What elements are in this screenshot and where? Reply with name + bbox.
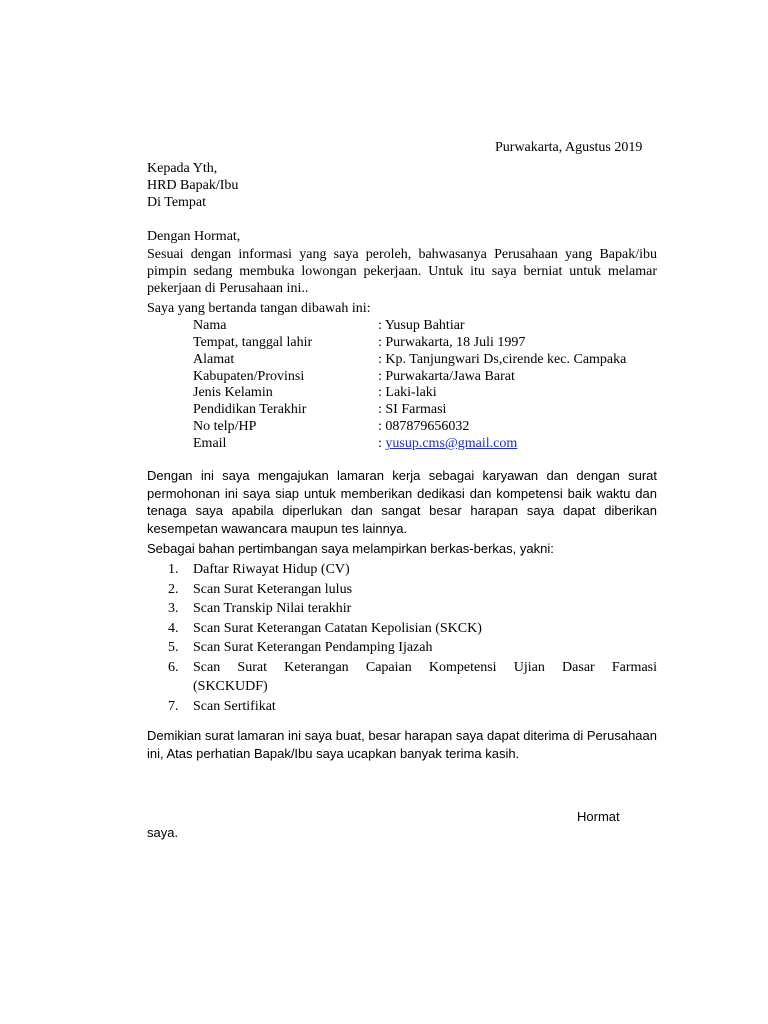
- list-number: 1.: [168, 562, 179, 577]
- field-label: Nama: [193, 318, 227, 333]
- signoff-hormat: Hormat: [577, 809, 620, 824]
- field-label: Pendidikan Terakhir: [193, 402, 307, 417]
- list-number: 5.: [168, 640, 179, 655]
- field-value: : Purwakarta, 18 Juli 1997: [378, 335, 526, 350]
- list-number: 3.: [168, 601, 179, 616]
- list-number: 2.: [168, 582, 179, 597]
- list-text: Scan Sertifikat: [193, 699, 276, 714]
- list-number: 7.: [168, 699, 179, 714]
- recipient-line-2: HRD Bapak/Ibu: [147, 178, 239, 193]
- list-number: 6.: [168, 660, 179, 675]
- field-value: : Laki-laki: [378, 385, 437, 400]
- letter-date: Purwakarta, Agustus 2019: [495, 140, 643, 155]
- field-value: : 087879656032: [378, 419, 470, 434]
- undersigned-line: Saya yang bertanda tangan dibawah ini:: [147, 301, 371, 316]
- list-text: Scan Surat Keterangan Catatan Kepolisian (SKCK): [193, 621, 482, 636]
- list-text: (SKCKUDF): [193, 679, 268, 694]
- field-label: No telp/HP: [193, 419, 257, 434]
- greeting: Dengan Hormat,: [147, 229, 241, 244]
- recipient-line-3: Di Tempat: [147, 195, 207, 210]
- list-text: Daftar Riwayat Hidup (CV): [193, 562, 350, 577]
- field-value: : Yusup Bahtiar: [378, 318, 465, 333]
- field-value: [378, 435, 517, 452]
- field-label: Tempat, tanggal lahir: [193, 335, 313, 350]
- email-prefix: :: [378, 436, 386, 451]
- signoff-saya: saya.: [147, 825, 179, 840]
- list-text: Scan Surat Keterangan Pendamping Ijazah: [193, 640, 433, 655]
- list-number: 4.: [168, 621, 179, 636]
- closing-paragraph: Demikian surat lamaran ini saya buat, besar harapan saya dapat diterima di Perusahaan ini, Atas perhatian Bapak/Ibu saya ucapkan banyak terima kasih.: [147, 728, 657, 761]
- field-value: : Purwakarta/Jawa Barat: [378, 369, 515, 384]
- field-value: : Kp. Tanjungwari Ds,cirende kec. Campaka: [378, 352, 627, 367]
- field-label: Alamat: [193, 352, 235, 367]
- list-text: Scan Surat Keterangan Capaian Kompetensi Ujian Dasar Farmasi: [193, 660, 657, 675]
- field-label: Email: [193, 436, 227, 451]
- field-label: Jenis Kelamin: [193, 385, 273, 400]
- recipient-line-1: Kepada Yth,: [147, 161, 218, 176]
- field-label: Kabupaten/Provinsi: [193, 369, 305, 384]
- email-link[interactable]: yusup.cms@gmail.com: [385, 436, 518, 451]
- intro-paragraph: Sesuai dengan informasi yang saya peroleh, bahwasanya Perusahaan yang Bapak/ibu pimpin sedang membuka lowongan pekerjaan. Untuk itu saya berniat untuk melamar pekerjaan di Perusahaan ini..: [147, 247, 657, 296]
- list-text: Scan Surat Keterangan lulus: [193, 582, 353, 597]
- attachments-intro: Sebagai bahan pertimbangan saya melampirkan berkas-berkas, yakni:: [147, 541, 554, 556]
- list-text: Scan Transkip Nilai terakhir: [193, 601, 352, 616]
- field-value: : SI Farmasi: [378, 402, 447, 417]
- body-paragraph: Dengan ini saya mengajukan lamaran kerja sebagai karyawan dan dengan surat permohonan ini saya siap untuk memberikan dedikasi dan kompetensi baik waktu dan tenaga saya apabila diperlukan dan sangat besar harapan saya dapat diberikan kesempetan wawancara maupun tes lainnya.: [147, 468, 657, 536]
